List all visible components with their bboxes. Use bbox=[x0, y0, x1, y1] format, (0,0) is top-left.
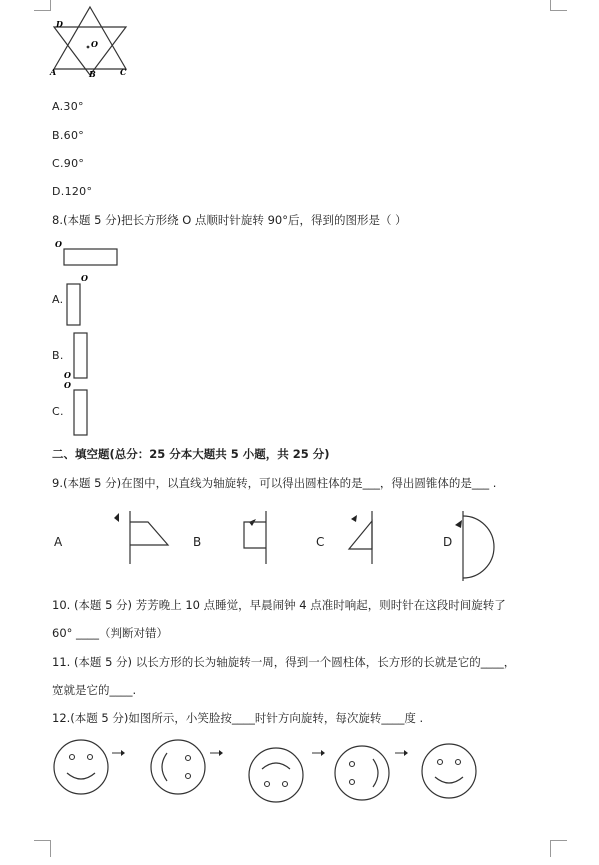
star-label-o: O bbox=[91, 39, 98, 49]
smiley-face-2 bbox=[151, 740, 205, 794]
arrow-right-icon bbox=[210, 750, 223, 756]
q9-figure-a bbox=[110, 505, 170, 567]
smiley-face-3 bbox=[249, 748, 303, 802]
q11-question-line1: 11. (本题 5 分) 以长方形的长为轴旋转一周，得到一个圆柱体，长方形的长就是它的____， bbox=[52, 655, 516, 669]
q9-label-c: C bbox=[316, 535, 325, 549]
star-label-a: A bbox=[50, 67, 57, 77]
q8-point-o-b: O bbox=[64, 370, 71, 380]
star-figure bbox=[50, 5, 130, 77]
q8-option-c: C. bbox=[52, 405, 64, 418]
section2-title: 二、填空题(总分：25 分本大题共 5 小题，共 25 分) bbox=[52, 447, 330, 461]
corner-mark-bottom-right bbox=[550, 840, 567, 857]
q7-option-d: D.120° bbox=[52, 185, 93, 198]
arrow-right-icon bbox=[395, 750, 408, 756]
q9-figure-c bbox=[342, 505, 382, 567]
star-label-b: B bbox=[89, 69, 96, 79]
q11-question-line2: 宽就是它的____. bbox=[52, 683, 137, 697]
smiley-sequence bbox=[50, 735, 490, 805]
smiley-face-5 bbox=[422, 744, 476, 798]
q8-option-b-figure bbox=[64, 330, 94, 386]
q8-point-o-original: O bbox=[55, 239, 62, 249]
q8-question: 8.(本题 5 分)把长方形绕 O 点顺时针旋转 90°后，得到的图形是（ ） bbox=[52, 213, 407, 227]
q9-question: 9.(本题 5 分)在图中，以直线为轴旋转，可以得出圆柱体的是___，得出圆锥体的是___ . bbox=[52, 476, 497, 490]
q7-option-a: A.30° bbox=[52, 100, 84, 113]
q8-option-c-figure bbox=[64, 382, 94, 438]
q10-question-line1: 10. (本题 5 分) 芳芳晚上 10 点睡觉，早晨闹钟 4 点准时响起，则时针在这段时间旋转了 bbox=[52, 598, 506, 612]
smiley-face-4 bbox=[335, 746, 389, 800]
q8-option-b: B. bbox=[52, 349, 64, 362]
corner-mark-top-left bbox=[34, 0, 51, 11]
q9-label-b: B bbox=[193, 535, 202, 549]
corner-mark-top-right bbox=[550, 0, 567, 11]
q8-point-o-a: O bbox=[81, 273, 88, 283]
arrow-right-icon bbox=[312, 750, 325, 756]
q12-question: 12.(本题 5 分)如图所示，小笑脸按____时针方向旋转，每次旋转____度 . bbox=[52, 711, 424, 725]
q10-question-line2: 60° ____（判断对错） bbox=[52, 626, 169, 640]
q8-point-o-c: O bbox=[64, 380, 71, 390]
arrow-right-icon bbox=[112, 750, 125, 756]
q9-figure-b bbox=[238, 505, 278, 567]
corner-mark-bottom-left bbox=[34, 840, 51, 857]
q8-option-a: A. bbox=[52, 293, 64, 306]
q8-original-rectangle bbox=[55, 237, 125, 267]
q9-figure-d bbox=[450, 505, 500, 585]
q8-option-a-figure bbox=[64, 272, 94, 328]
star-label-d: D bbox=[56, 19, 63, 29]
q9-label-d: D bbox=[443, 535, 453, 549]
star-label-c: C bbox=[120, 67, 127, 77]
q7-option-c: C.90° bbox=[52, 157, 85, 170]
q7-option-b: B.60° bbox=[52, 129, 85, 142]
smiley-face-1 bbox=[54, 740, 108, 794]
q9-label-a: A bbox=[54, 535, 63, 549]
